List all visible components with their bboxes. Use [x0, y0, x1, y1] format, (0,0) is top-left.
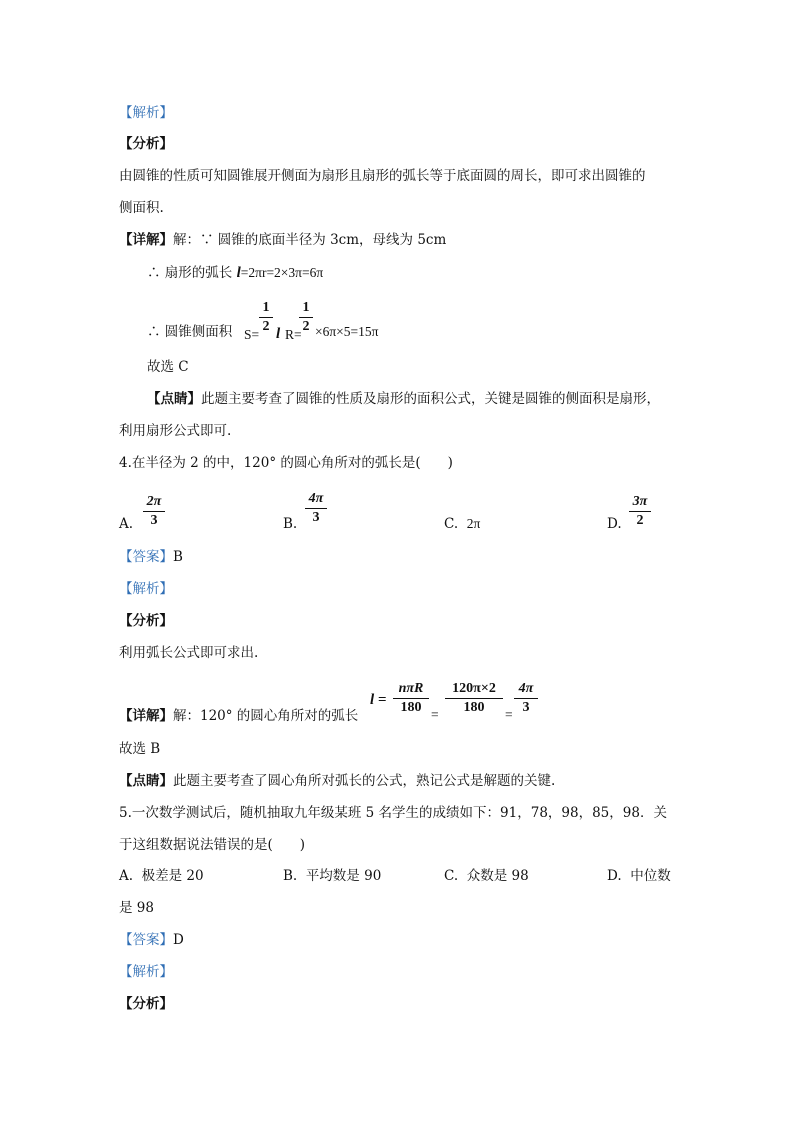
- q4-f2-num: 120π×2: [445, 680, 503, 699]
- half-fraction-1: [259, 299, 273, 336]
- q4-option-c-label: C.: [444, 516, 459, 532]
- q4-f3-num: 4π: [514, 680, 538, 699]
- q4-stem: 4.在半径为 2 的中，120° 的圆心角所对的弧长是( ): [119, 455, 453, 471]
- q5-answer: D: [173, 932, 184, 948]
- detail-line: [119, 230, 446, 250]
- q4-fenxi-tag: 【分析】: [119, 613, 173, 629]
- detail-text: 解：∵ 圆锥的底面半径为 3cm，母线为 5cm: [173, 232, 447, 248]
- q4-option-b-fraction: [305, 490, 327, 527]
- q5-answer-tag: 【答案】: [119, 932, 173, 948]
- q4-option-c-text: 2π: [466, 516, 481, 531]
- choice-c: 故选 C: [147, 359, 189, 375]
- q4-comment-tag: 【点睛】: [119, 773, 173, 789]
- q5-option-d-text: 中位数: [630, 868, 671, 884]
- q5-option-b: [283, 866, 381, 886]
- q4-f1-num: nπR: [393, 680, 429, 699]
- q4-comment-line: [119, 771, 555, 791]
- comment-text-1: 此题主要考查了圆锥的性质及扇形的面积公式，关键是圆锥的侧面积是扇形，: [201, 391, 660, 407]
- step1-line: [147, 263, 323, 283]
- fenxi-line-2: 侧面积.: [119, 200, 164, 216]
- q5-answer-line: [119, 930, 184, 950]
- q4-option-d-fraction: [629, 493, 651, 530]
- step2-s: S=: [244, 327, 260, 342]
- q4-option-b-num: 4π: [305, 490, 327, 509]
- step2-prefix: ∴ 圆锥侧面积: [147, 324, 233, 340]
- fenxi-line-1: 由圆锥的性质可知圆锥展开侧面为扇形且扇形的弧长等于底面圆的周长，即可求出圆锥的: [119, 168, 646, 184]
- q5-option-a: [119, 866, 204, 886]
- q4-analysis-tag: 【解析】: [119, 581, 173, 597]
- q4-option-c: [444, 514, 480, 534]
- q4-option-b-den: 3: [312, 510, 320, 525]
- q4-detail-text: 解：120° 的圆心角所对的弧长: [173, 708, 359, 724]
- step2-r: R=: [285, 327, 302, 342]
- q4-option-d-label: D.: [607, 516, 622, 532]
- q4-f2-den: 180: [463, 700, 485, 715]
- q5-option-d-label: D.: [607, 868, 622, 884]
- q4-option-b-label: B.: [283, 516, 298, 532]
- q4-answer-tag: 【答案】: [119, 549, 173, 565]
- q4-option-a-label: A.: [119, 516, 134, 532]
- step2-tail: ×6π×5=15π: [315, 324, 379, 339]
- q5-option-d-wrap: 是 98: [119, 900, 154, 916]
- q4-detail-line: [119, 706, 358, 726]
- q4-option-a-num: 2π: [143, 493, 165, 512]
- q4-choice: 故选 B: [119, 741, 161, 757]
- half-num-1: 1: [259, 299, 273, 318]
- analysis-tag: 【解析】: [119, 105, 173, 121]
- q4-fraction-substituted: [445, 680, 503, 717]
- q4-f1-den: 180: [400, 700, 422, 715]
- q4-answer: B: [173, 549, 183, 565]
- q4-eq1: =: [431, 707, 439, 722]
- q4-eq2: =: [505, 707, 513, 722]
- q5-option-a-label: A.: [119, 868, 134, 884]
- q4-l-eq: l =: [370, 692, 387, 708]
- step2-l: l: [276, 326, 281, 342]
- step1-l: l: [236, 265, 241, 281]
- step1-prefix: ∴ 扇形的弧长: [147, 265, 233, 281]
- half-num-2: 1: [299, 299, 313, 318]
- q4-fenxi-text: 利用弧长公式即可求出.: [119, 645, 259, 661]
- q5-fenxi-tag: 【分析】: [119, 996, 173, 1012]
- q4-comment-text: 此题主要考查了圆心角所对弧长的公式，熟记公式是解题的关键.: [173, 773, 556, 789]
- half-den-2: 2: [302, 319, 310, 334]
- half-den-1: 2: [262, 319, 270, 334]
- detail-tag: 【详解】: [119, 232, 173, 248]
- comment-line-2: 利用扇形公式即可.: [119, 423, 232, 439]
- q5-stem-line-2: 于这组数据说法错误的是( ): [119, 837, 306, 853]
- half-fraction-2: [299, 299, 313, 336]
- q4-fraction-formula: [393, 680, 429, 717]
- fenxi-tag: 【分析】: [119, 136, 173, 152]
- q5-option-b-text: 平均数是 90: [305, 868, 382, 884]
- comment-line-1: [147, 389, 660, 409]
- comment-tag: 【点睛】: [147, 391, 201, 407]
- q5-option-c-text: 众数是 98: [466, 868, 529, 884]
- q5-option-c: [444, 866, 529, 886]
- step1-formula: =2πr=2×3π=6π: [240, 265, 324, 280]
- q5-option-d: [607, 866, 671, 886]
- q4-option-d-den: 2: [636, 513, 644, 528]
- q5-option-c-label: C.: [444, 868, 459, 884]
- q4-fraction-result: [514, 680, 538, 717]
- q5-stem-line-1: 5.一次数学测试后，随机抽取九年级某班 5 名学生的成绩如下：91，78，98，85，98．关: [119, 805, 667, 821]
- q5-option-b-label: B.: [283, 868, 298, 884]
- q4-f3-den: 3: [522, 700, 530, 715]
- q4-option-a-den: 3: [150, 513, 158, 528]
- q5-option-a-text: 极差是 20: [141, 868, 204, 884]
- q4-answer-line: [119, 547, 183, 567]
- q5-analysis-tag: 【解析】: [119, 964, 173, 980]
- q4-option-a-fraction: [143, 493, 165, 530]
- q4-detail-tag: 【详解】: [119, 708, 173, 724]
- q4-option-d-num: 3π: [629, 493, 651, 512]
